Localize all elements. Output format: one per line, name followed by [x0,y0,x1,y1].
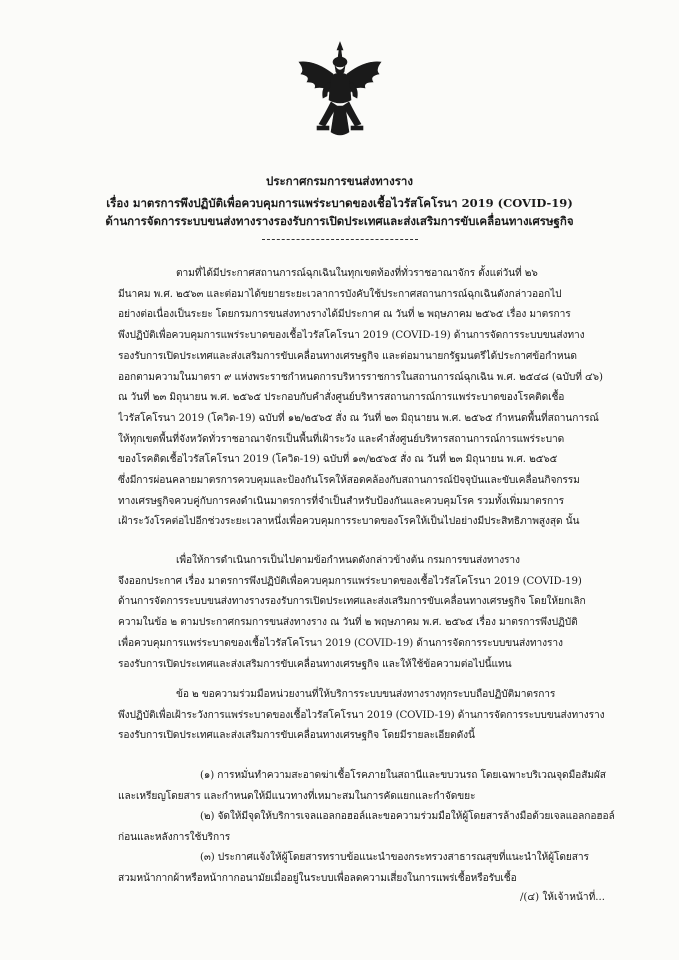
text-line: ไวรัสโคโรนา 2019 (โควิด-19) ฉบับที่ ๑๒/๒๕๖๕ สั่ง ณ วันที่ ๒๓ มิถุนายน พ.ศ. ๒๕๖๕ กำหนดพื้นที่สถานการณ์ [118,412,599,424]
text-line: ด้านการจัดการระบบขนส่งทางรางรองรับการเปิดประเทศและส่งเสริมการขับเคลื่อนทางเศรษฐกิจ โดยให้ยกเลิก [118,596,586,608]
text-line: สวมหน้ากากผ้าหรือหน้ากากอนามัยเมื่ออยู่ในระบบเพื่อลดความเสี่ยงในการแพร่เชื้อหรือรับเชื้อ [118,872,517,884]
text-line: เพื่อควบคุมการแพร่ระบาดของเชื้อไวรัสโคโรนา 2019 (COVID-19) ด้านการจัดการระบบขนส่งทางราง [118,637,563,649]
text-line: ให้ทุกเขตพื้นที่จังหวัดทั่วราชอาณาจักรเป็นพื้นที่เฝ้าระวัง และคำสั่งศูนย์บริหารสถานการณ์การแพร่ระบาด [118,433,565,445]
text-line: ก่อนและหลังการใช้บริการ [118,831,231,843]
text-line: ของโรคติดเชื้อไวรัสโคโรนา 2019 (โควิด-19) ฉบับที่ ๑๓/๒๕๖๕ สั่ง ณ วันที่ ๒๓ มิถุนายน พ.ศ. ๒๕๖๕ [118,454,558,466]
text-line: เฝ้าระวังโรคต่อไปอีกช่วงระยะเวลาหนึ่งเพื่อควบคุมการระบาดของโรคให้เป็นไปอย่างมีประสิทธิภาพสูงสุด นั้น [118,516,580,528]
text-line: และเหรียญโดยสาร และกำหนดให้มีแนวทางที่เหมาะสมในการคัดแยกและกำจัดขยะ [118,790,476,802]
garuda-emblem-icon [295,40,385,140]
title-line-1: เรื่อง มาตรการพึงปฏิบัติเพื่อควบคุมการแพร่ระบาดของเชื้อไวรัสโคโรนา 2019 (COVID-19) [106,196,573,210]
text-line: ณ วันที่ ๒๓ มิถุนายน พ.ศ. ๒๕๖๕ ประกอบกับคำสั่งศูนย์บริหารสถานการณ์การแพร่ระบาดของโรคติดเชื้อ [118,392,565,404]
text-line: เพื่อให้การดำเนินการเป็นไปตามข้อกำหนดดังกล่าวข้างต้น กรมการขนส่งทางราง [176,555,520,566]
text-line: ทางเศรษฐกิจควบคู่กับการคงดำเนินมาตรการที่จำเป็นสำหรับป้องกันและควบคุมโรค รวมทั้งเพิ่มมาตรการ [118,495,565,507]
list-item-1 [118,766,630,807]
text-line: (๒) จัดให้มีจุดให้บริการเจลแอลกอฮอล์และขอความร่วมมือให้ผู้โดยสารล้างมือด้วยเจลแอลกอฮอล์ [200,811,615,822]
list-item-3 [118,848,630,889]
text-line: มีนาคม พ.ศ. ๒๕๖๓ และต่อมาได้ขยายระยะเวลาการบังคับใช้ประกาศสถานการณ์ฉุกเฉินดังกล่าวออกไป [118,288,562,300]
title-line-2: ด้านการจัดการระบบขนส่งทางรางรองรับการเปิดประเทศและส่งเสริมการขับเคลื่อนทางเศรษฐกิจ [105,214,574,228]
text-line: (๓) ประกาศแจ้งให้ผู้โดยสารทราบข้อแนะนำของกระทรวงสาธารณสุขที่แนะนำให้ผู้โดยสาร [200,852,589,863]
text-line: ข้อ ๒ ขอความร่วมมือหน่วยงานที่ให้บริการระบบขนส่งทางรางทุกระบบถือปฏิบัติมาตรการ [176,689,556,700]
text-line: ตามที่ได้มีประกาศสถานการณ์ฉุกเฉินในทุกเขตท้องที่ทั่วราชอาณาจักร ตั้งแต่วันที่ ๒๖ [176,268,538,279]
header-divider [262,239,418,240]
text-line: ซึ่งมีการผ่อนคลายมาตรการควบคุมและป้องกันโรคให้สอดคล้องกับสถานการณ์ปัจจุบันและขับเคลื่อนกิจกรรม [118,475,580,487]
continuation-marker: /(๔) ให้เจ้าหน้าที่... [520,892,606,903]
clause-2 [118,685,630,747]
paragraph-2 [118,551,630,675]
text-line: รองรับการเปิดประเทศและส่งเสริมการขับเคลื่อนทางเศรษฐกิจ โดยมีรายละเอียดดังนี้ [118,730,475,742]
text-line: พึงปฏิบัติเพื่อควบคุมการแพร่ระบาดของเชื้อไวรัสโคโรนา 2019 (COVID-19) ด้านการจัดการระบบขนส่งทาง [118,330,585,342]
text-line: รองรับการเปิดประเทศและส่งเสริมการขับเคลื่อนทางเศรษฐกิจ และต่อมานายกรัฐมนตรีได้ประกาศข้อกำหนด [118,350,577,362]
text-line: (๑) การหมั่นทำความสะอาดฆ่าเชื้อโรคภายในสถานีและขบวนรถ โดยเฉพาะบริเวณจุดมือสัมผัส [200,770,606,781]
paragraph-1 [118,264,630,533]
text-line: จึงออกประกาศ เรื่อง มาตรการพึงปฏิบัติเพื่อควบคุมการแพร่ระบาดของเชื้อไวรัสโคโรนา 2019 (COVID-19) [118,575,582,587]
agency-heading: ประกาศกรมการขนส่งทางราง [266,174,413,188]
text-line: อย่างต่อเนื่องเป็นระยะ โดยกรมการขนส่งทางรางได้มีประกาศ ณ วันที่ ๒ พฤษภาคม ๒๕๖๕ เรื่อง มาตรการ [118,309,571,321]
text-line: พึงปฏิบัติเพื่อเฝ้าระวังการแพร่ระบาดของเชื้อไวรัสโคโรนา 2019 (COVID-19) ด้านการจัดการระบบขนส่งทางราง [118,709,605,721]
list-item-2 [118,807,630,848]
text-line: ออกตามความในมาตรา ๙ แห่งพระราชกำหนดการบริหารราชการในสถานการณ์ฉุกเฉิน พ.ศ. ๒๕๔๘ (ฉบับที่ ๔๖) [118,371,603,383]
text-line: รองรับการเปิดประเทศและส่งเสริมการขับเคลื่อนทางเศรษฐกิจ และให้ใช้ข้อความต่อไปนี้แทน [118,658,512,670]
text-line: ความในข้อ ๒ ตามประกาศกรมการขนส่งทางราง ณ วันที่ ๒ พฤษภาคม พ.ศ. ๒๕๖๕ เรื่อง มาตรการพึงปฏิบัติ [118,617,578,629]
